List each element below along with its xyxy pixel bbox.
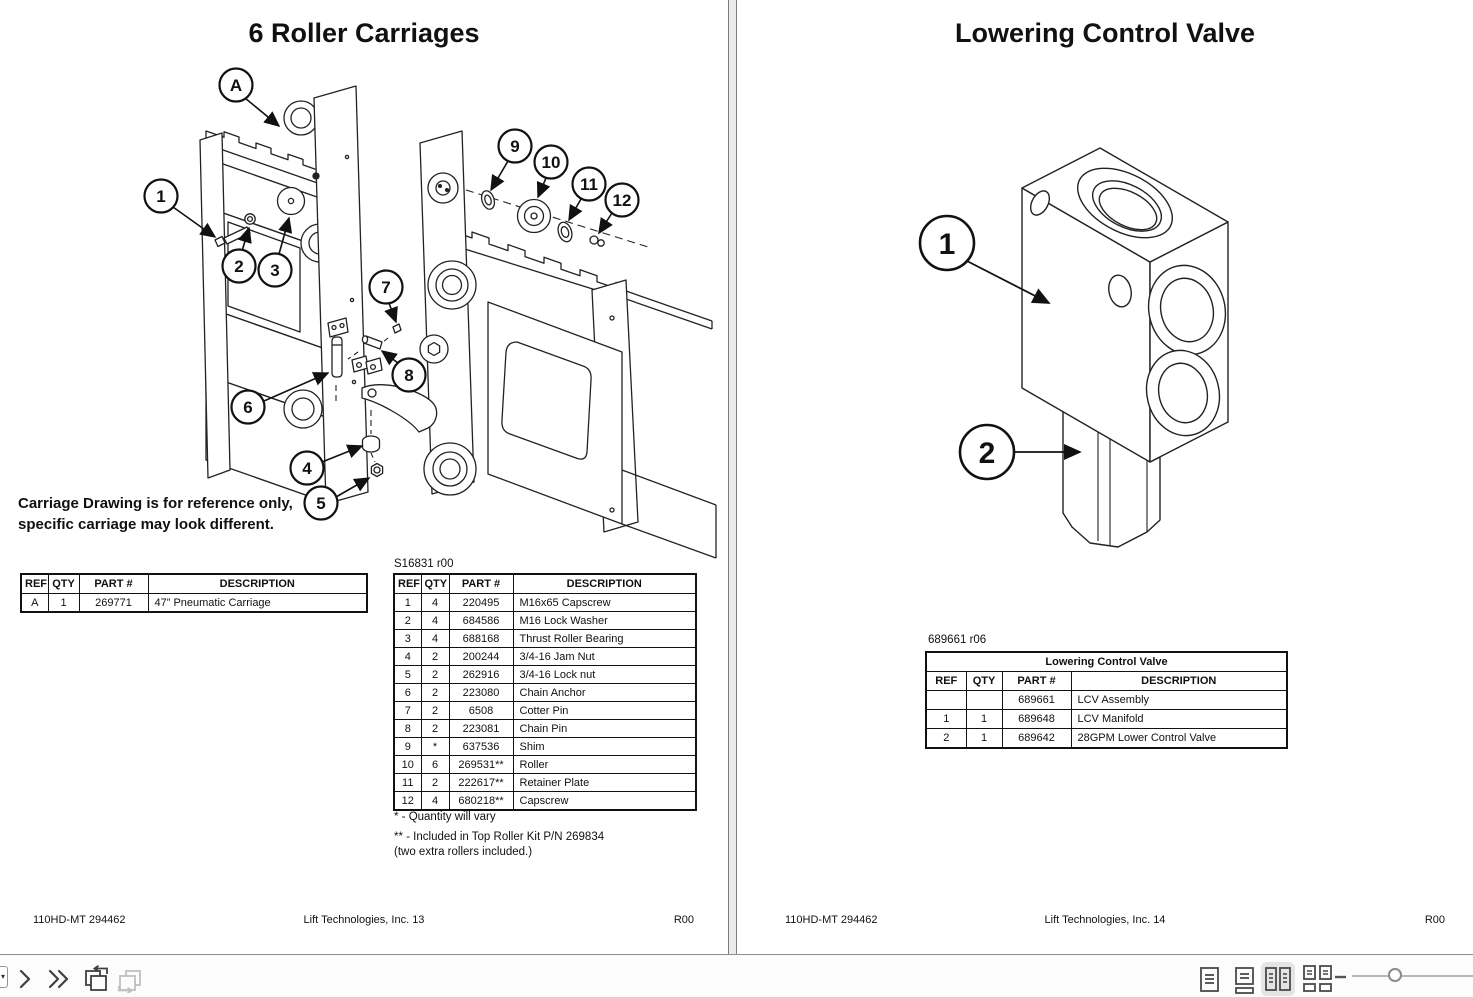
- callout-label: A: [229, 76, 243, 95]
- table-row: 9 * 637536 Shim: [394, 738, 696, 756]
- doc-number: 110HD-MT 294462: [785, 914, 878, 926]
- carriage-table: [20, 573, 368, 613]
- callout-label: 2: [978, 437, 996, 470]
- table-row: 2 1 689642 28GPM Lower Control Valve: [926, 729, 1287, 748]
- page-gap-divider: [728, 0, 737, 954]
- revision: R00: [1424, 914, 1445, 926]
- revision: R00: [673, 914, 694, 926]
- table-row: 12 4 680218** Capscrew: [394, 792, 696, 811]
- zoom-slider-thumb[interactable]: [1388, 968, 1402, 982]
- cotter-pin: [393, 324, 401, 333]
- table-row: 5 2 262916 3/4-16 Lock nut: [394, 666, 696, 684]
- page-title: Lowering Control Valve: [954, 18, 1256, 48]
- anchor-brackets: [352, 356, 382, 374]
- zoom-out-icon[interactable]: [1334, 974, 1348, 980]
- callout-label: 9: [510, 137, 520, 156]
- callout-label: 3: [270, 261, 280, 280]
- lcv-table: [925, 651, 1288, 749]
- parts-table-label: S16831 r00: [394, 558, 454, 570]
- table-row: 11 2 222617** Retainer Plate: [394, 774, 696, 792]
- two-page-scrolling-view-icon[interactable]: [1300, 964, 1334, 994]
- callout-circles: [920, 216, 1014, 479]
- previous-view-icon[interactable]: [82, 965, 110, 993]
- center-lower-roller: [284, 390, 322, 428]
- roller-carriages-diagram: [0, 60, 728, 560]
- hex-roller-mid: [420, 335, 448, 363]
- table-row: 6 2 223080 Chain Anchor: [394, 684, 696, 702]
- anchor-arm: [362, 385, 437, 432]
- callout-label: 8: [404, 366, 414, 385]
- lcv-table-label: 689661 r06: [928, 634, 987, 646]
- center-top-roller: [284, 101, 318, 135]
- capscrew-part: [590, 236, 604, 246]
- col-ref: REF: [21, 574, 48, 594]
- table-row: 10 6 269531** Roller: [394, 756, 696, 774]
- col-qty: QTY: [48, 574, 79, 594]
- col-desc: DESCRIPTION: [513, 574, 696, 594]
- table-row: 8 2 223081 Chain Pin: [394, 720, 696, 738]
- footnotes: * - Quantity will vary ** - Included in Top Roller Kit P/N 269834 (two extra rollers included.): [394, 811, 605, 858]
- two-page-view-icon[interactable]: [1261, 962, 1295, 996]
- col-qty: QTY: [966, 672, 1002, 691]
- table-row: 7 2 6508 Cotter Pin: [394, 702, 696, 720]
- zoom-slider-track[interactable]: [1352, 975, 1473, 977]
- col-part: PART #: [1002, 672, 1071, 691]
- next-page-icon[interactable]: [16, 968, 34, 990]
- table-row: 3 4 688168 Thrust Roller Bearing: [394, 630, 696, 648]
- single-page-view-icon[interactable]: [1198, 966, 1222, 994]
- lcv-table-title: Lowering Control Valve: [926, 652, 1287, 672]
- viewer-toolbar: [0, 954, 1473, 997]
- shim-part: [479, 189, 496, 211]
- top-hex-roller: [428, 173, 458, 203]
- reference-note: Carriage Drawing is for reference only, specific carriage may look different.: [18, 495, 293, 533]
- next-view-icon[interactable]: [116, 965, 144, 993]
- table-row: A 1 269771 47” Pneumatic Carriage: [21, 594, 367, 613]
- table-row: 1 4 220495 M16x65 Capscrew: [394, 594, 696, 612]
- bearing-roller-upper: [428, 261, 476, 309]
- page-14: [737, 0, 1473, 954]
- col-part: PART #: [79, 574, 148, 594]
- callout-label: 4: [302, 459, 312, 478]
- lock-nut: [371, 464, 382, 477]
- callout-label: 2: [234, 257, 244, 276]
- table-row: 1 1 689648 LCV Manifold: [926, 710, 1287, 729]
- doc-number: 110HD-MT 294462: [33, 914, 126, 926]
- callout-label: 6: [243, 398, 253, 417]
- company-name: Lift Technologies, Inc. 14: [1044, 914, 1166, 926]
- col-desc: DESCRIPTION: [148, 574, 367, 594]
- callout-label: 10: [541, 153, 561, 172]
- scrolling-view-icon[interactable]: [1233, 966, 1257, 994]
- page-number-box[interactable]: ▾: [0, 966, 8, 988]
- page-footer: [0, 914, 728, 930]
- table-row: 689661 LCV Assembly: [926, 691, 1287, 710]
- col-part: PART #: [449, 574, 513, 594]
- table-row: 2 4 684586 M16 Lock Washer: [394, 612, 696, 630]
- page-13: [0, 0, 728, 954]
- col-ref: REF: [394, 574, 421, 594]
- jam-nut: [363, 436, 380, 452]
- last-page-icon[interactable]: [46, 968, 72, 990]
- lowering-control-valve-diagram: [737, 60, 1473, 560]
- callout-label: 5: [316, 494, 326, 513]
- col-ref: REF: [926, 672, 966, 691]
- thrust-bearing-disc: [278, 188, 305, 215]
- callout-label: 11: [580, 175, 598, 194]
- callout-label: 1: [938, 228, 956, 261]
- retainer-plate-part: [556, 220, 575, 243]
- bearing-roller-lower: [424, 443, 476, 495]
- callout-label: 12: [612, 191, 632, 210]
- page-title: 6 Roller Carriages: [248, 18, 480, 48]
- col-qty: QTY: [421, 574, 449, 594]
- page-footer: [737, 914, 1473, 930]
- parts-table: [393, 573, 697, 811]
- company-name: Lift Technologies, Inc. 13: [303, 914, 425, 926]
- col-desc: DESCRIPTION: [1071, 672, 1287, 691]
- callout-label: 1: [156, 187, 166, 206]
- lock-washer: [245, 214, 255, 224]
- chain-pin: [362, 336, 382, 349]
- table-row: 4 2 200244 3/4-16 Jam Nut: [394, 648, 696, 666]
- roller-part: [518, 200, 551, 233]
- callout-label: 7: [381, 278, 391, 297]
